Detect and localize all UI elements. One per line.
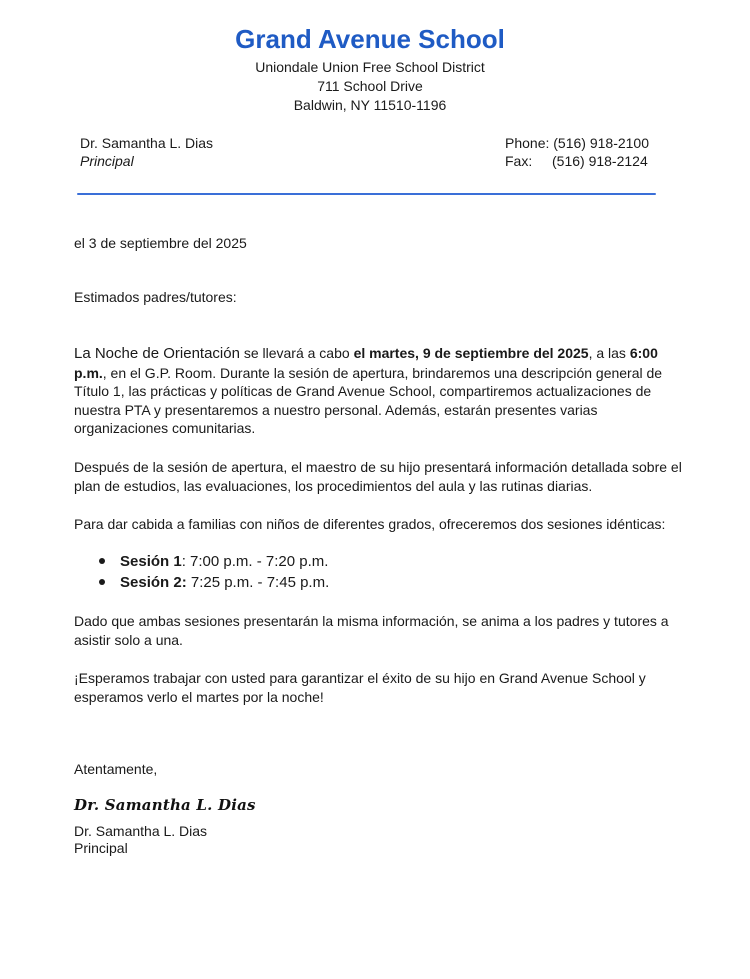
fax-number: (516) 918-2124 (552, 153, 648, 169)
fax-line (505, 152, 649, 170)
phone-line (505, 134, 649, 152)
paragraph-closing-message: ¡Esperamos trabajar con usted para garantizar el éxito de su hijo en Grand Avenue School y esperamos verlo el martes por la noche! (74, 670, 646, 705)
list-item (74, 573, 329, 594)
header-divider (77, 193, 656, 195)
session-label: Sesión 2: (120, 574, 187, 591)
session-list (74, 552, 329, 594)
p1-text-1: se llevará a cabo (239, 345, 354, 361)
principal-title: Principal (80, 153, 134, 169)
paragraph-sessions-intro: Para dar cabida a familias con niños de diferentes grados, ofreceremos dos sesiones idénticas: (74, 516, 666, 532)
school-name: Grand Avenue School (235, 24, 505, 54)
event-time: 6:00 p.m. (74, 345, 658, 381)
letter-greeting: Estimados padres/tutores: (74, 289, 237, 305)
phone-fax-block (505, 134, 649, 170)
street-address: 711 School Drive (317, 78, 423, 94)
fax-label: Fax: (505, 153, 533, 169)
principal-name: Dr. Samantha L. Dias (80, 135, 214, 151)
letter-date: el 3 de septiembre del 2025 (74, 235, 247, 251)
p1-text-3: , en el G.P. Room. Durante la sesión de apertura, brindaremos una descripción general de Título 1, las prácticas y políticas de Grand Avenue School, compartiremos actualizaciones de nuestra PTA y presentaremos a nuestro personal. Además, estarán presentes varias organizaciones comunitarias. (74, 364, 663, 436)
bullet-icon (99, 579, 105, 585)
paragraph-teacher-info: Después de la sesión de apertura, el maestro de su hijo presentará información detallada sobre el plan de estudios, las evaluaciones, los procedimientos del aula y las rutinas diarias. (74, 459, 682, 494)
session-label: Sesión 1 (120, 553, 182, 570)
session-time: : 7:00 p.m. - 7:20 p.m. (181, 553, 329, 570)
signer-name: Dr. Samantha L. Dias (74, 823, 208, 839)
paragraph-attendance-note: Dado que ambas sesiones presentarán la misma información, se anima a los padres y tutores a asistir solo a una. (74, 613, 669, 648)
bullet-icon (99, 558, 105, 564)
p1-text-2: , a las (588, 345, 630, 361)
list-item (74, 552, 329, 573)
principal-contact-block (80, 134, 213, 170)
district-name: Uniondale Union Free School District (255, 59, 485, 75)
letter-closing: Atentamente, (74, 761, 158, 777)
phone-number: (516) 918-2100 (553, 135, 650, 151)
paragraph-orientation (74, 344, 684, 438)
session-time: 7:25 p.m. - 7:45 p.m. (186, 574, 330, 591)
signer-block (74, 823, 207, 857)
phone-label: Phone: (505, 135, 550, 151)
signer-title: Principal (74, 840, 128, 856)
handwritten-signature: Dr. Samantha L. Dias (74, 796, 256, 814)
event-date: el martes, 9 de septiembre del 2025 (353, 345, 589, 361)
city-address: Baldwin, NY 11510-1196 (293, 97, 447, 113)
event-name: La Noche de Orientación (74, 345, 240, 362)
